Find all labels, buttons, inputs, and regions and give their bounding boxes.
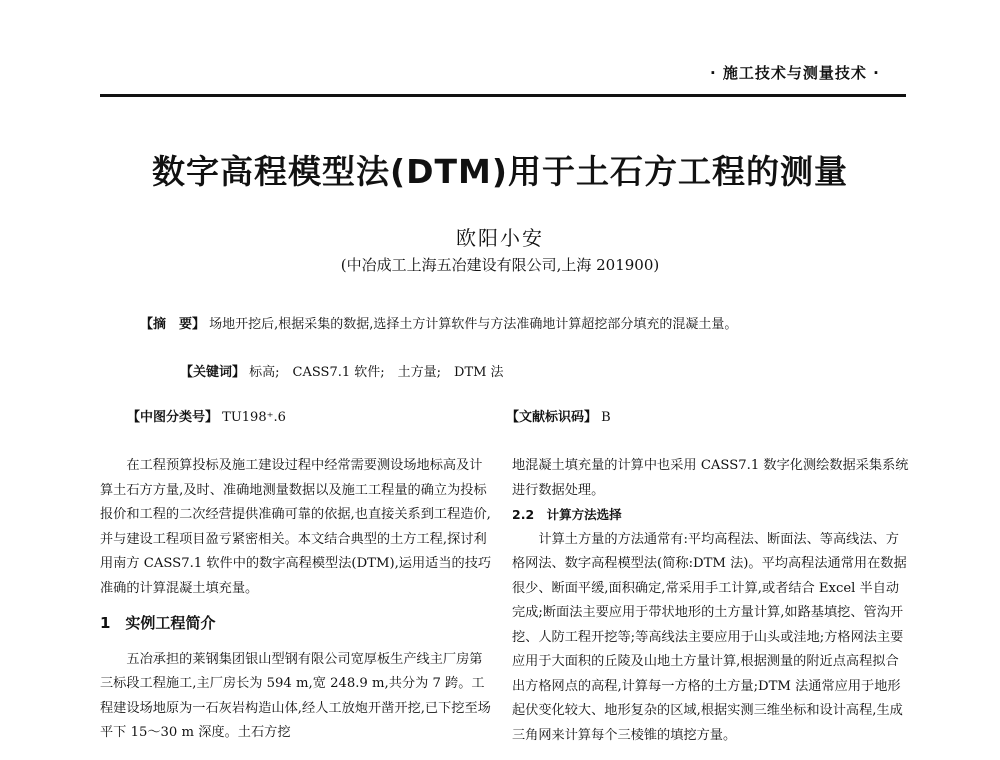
abstract-label: 【摘 要】 (140, 317, 206, 332)
keywords-text: 标高; CASS7.1 软件; 土方量; DTM 法 (249, 365, 504, 380)
keywords (180, 361, 504, 380)
intro-paragraph: 在工程预算投标及施工建设过程中经常需要测设场地标高及计算土石方方量,及时、准确地测量数据以及施工工程量的确立为投标报价和工程的二次经营提供准确可靠的依据,也直接关系到工程造价,并与建设工程项目盈亏紧密相关。本文结合典型的土方工程,探讨利用南方 CASS7.1 软件中的数字高程模型法(DTM),运用适当的技巧准确的计算混凝土填充量。 (100, 458, 492, 596)
continuation-paragraph: 地混凝土填充量的计算中也采用 CASS7.1 数字化测绘数据采集系统进行数据处理。 (512, 458, 909, 498)
classification-label: 【中图分类号】 (127, 410, 219, 425)
section-1-heading: 1 实例工程简介 (100, 614, 216, 632)
keywords-label: 【关键词】 (180, 365, 246, 380)
author: 欧阳小安 (456, 226, 544, 250)
classification-number (127, 406, 286, 425)
running-header: · 施工技术与测量技术 · (710, 64, 880, 82)
section-1-paragraph: 五冶承担的莱钢集团银山型钢有限公司宽厚板生产线主厂房第三标段工程施工,主厂房长为 594 m,宽 248.9 m,共分为 7 跨。工程建设场地原为一石灰岩构造山体,经人工放炮开凿开挖,已下挖至场平下 15～30 m 深度。土石方挖 (100, 651, 491, 740)
abstract-text: 场地开挖后,根据采集的数据,选择土方计算软件与方法准确地计算超挖部分填充的混凝土量。 (209, 317, 738, 332)
affiliation: (中冶成工上海五冶建设有限公司,上海 201900) (340, 256, 660, 274)
document-code (506, 406, 611, 425)
paper-title: 数字高程模型法(DTM)用于土石方工程的测量 (152, 152, 848, 191)
section-2-2-paragraph: 计算土方量的方法通常有:平均高程法、断面法、等高线法、方格网法、数字高程模型法(简称:DTM 法)。平均高程法通常用在数据很少、断面平缓,面积确定,常采用手工计算,或者结合 Excel 半自动完成;断面法主要应用于带状地形的土方量计算,如路基填挖、管沟开挖、人防工程开挖等;等高线法主要应用于山头或洼地;方格网法主要应用于大面积的丘陵及山地土方量计算,根据测量的附近点高程拟合出方格网点的高程,计算每一方格的土方量;DTM 法通常应用于地形起伏变化较大、地形复杂的区域,根据实测三维坐标和设计高程,生成三角网来计算每个三棱锥的填挖方量。 (512, 531, 907, 743)
header-rule (100, 94, 906, 97)
document-code-value: B (601, 410, 611, 425)
document-code-label: 【文献标识码】 (506, 410, 598, 425)
right-column (512, 454, 910, 748)
classification-value: TU198⁺.6 (222, 410, 286, 425)
left-column (100, 454, 492, 746)
abstract (140, 310, 880, 339)
section-2-2-heading: 2.2 计算方法选择 (512, 507, 622, 522)
